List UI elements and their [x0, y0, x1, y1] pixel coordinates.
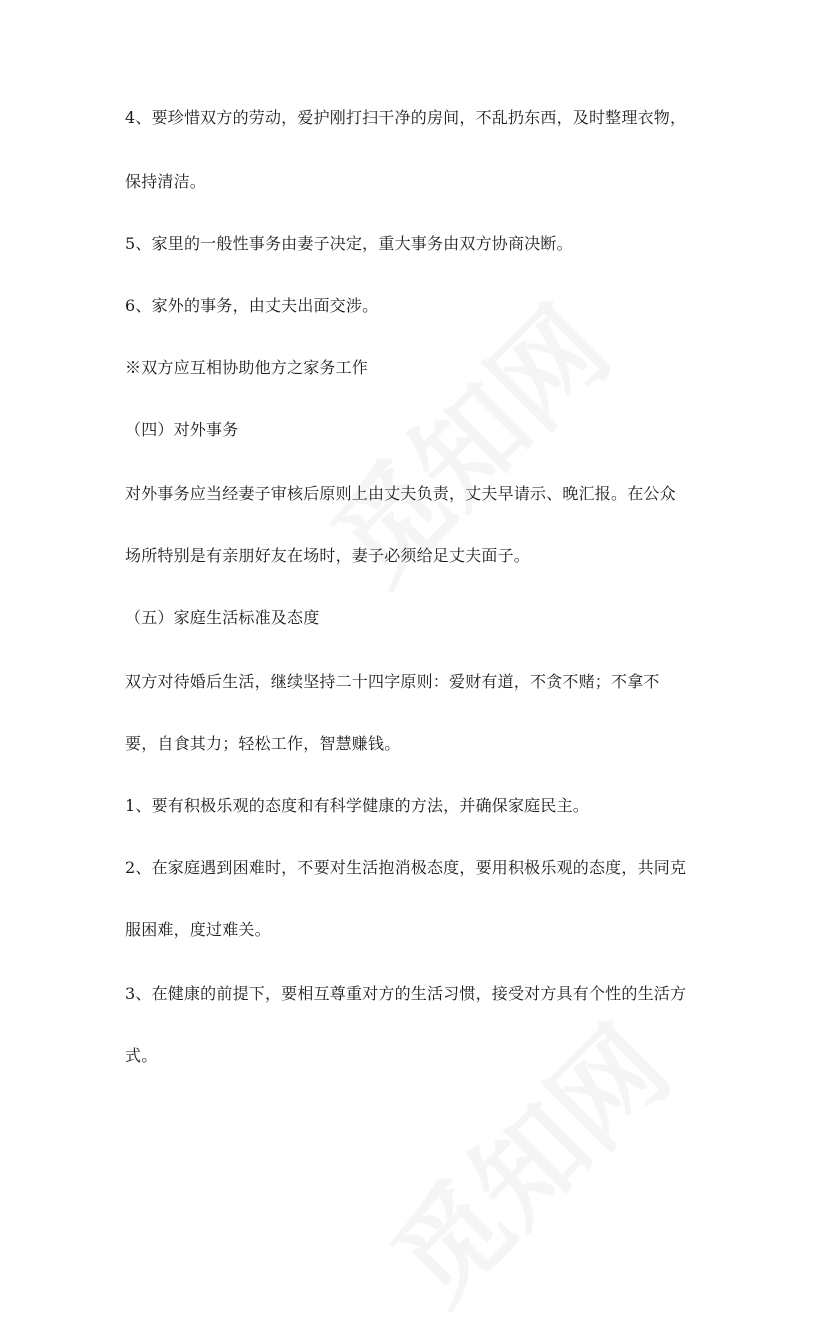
paragraph-line: 式。: [125, 1046, 158, 1065]
paragraph-line: 对外事务应当经妻子审核后原则上由丈夫负责，丈夫早请示、晚汇报。在公众: [125, 484, 676, 503]
paragraph-line: 5、家里的一般性事务由妻子决定，重大事务由双方协商决断。: [125, 234, 573, 253]
section-heading: （四）对外事务: [125, 420, 239, 439]
paragraph-line: 服困难，度过难关。: [125, 920, 271, 939]
paragraph-line: 3、在健康的前提下，要相互尊重对方的生活习惯，接受对方具有个性的生活方: [125, 984, 687, 1003]
paragraph-line: 要，自食其力；轻松工作，智慧赚钱。: [125, 734, 401, 753]
paragraph-line: 双方对待婚后生活，继续坚持二十四字原则：爱财有道，不贪不赌；不拿不: [125, 672, 660, 691]
section-heading: （五）家庭生活标准及态度: [125, 608, 320, 627]
paragraph-line: 保持清洁。: [125, 172, 207, 191]
paragraph-line: 6、家外的事务，由丈夫出面交涉。: [125, 296, 379, 315]
paragraph-line: 场所特别是有亲朋好友在场时，妻子必须给足丈夫面子。: [125, 546, 531, 565]
paragraph-line: 2、在家庭遇到困难时，不要对生活抱消极态度，要用积极乐观的态度，共同克: [125, 858, 687, 877]
watermark-bottom: [352, 986, 697, 1331]
paragraph-line: ※双方应互相协助他方之家务工作: [125, 358, 369, 377]
paragraph-line: 1、要有积极乐观的态度和有科学健康的方法，并确保家庭民主。: [125, 796, 589, 815]
paragraph-line: 4、要珍惜双方的劳动，爱护刚打扫干净的房间，不乱扔东西，及时整理衣物，: [125, 108, 687, 127]
